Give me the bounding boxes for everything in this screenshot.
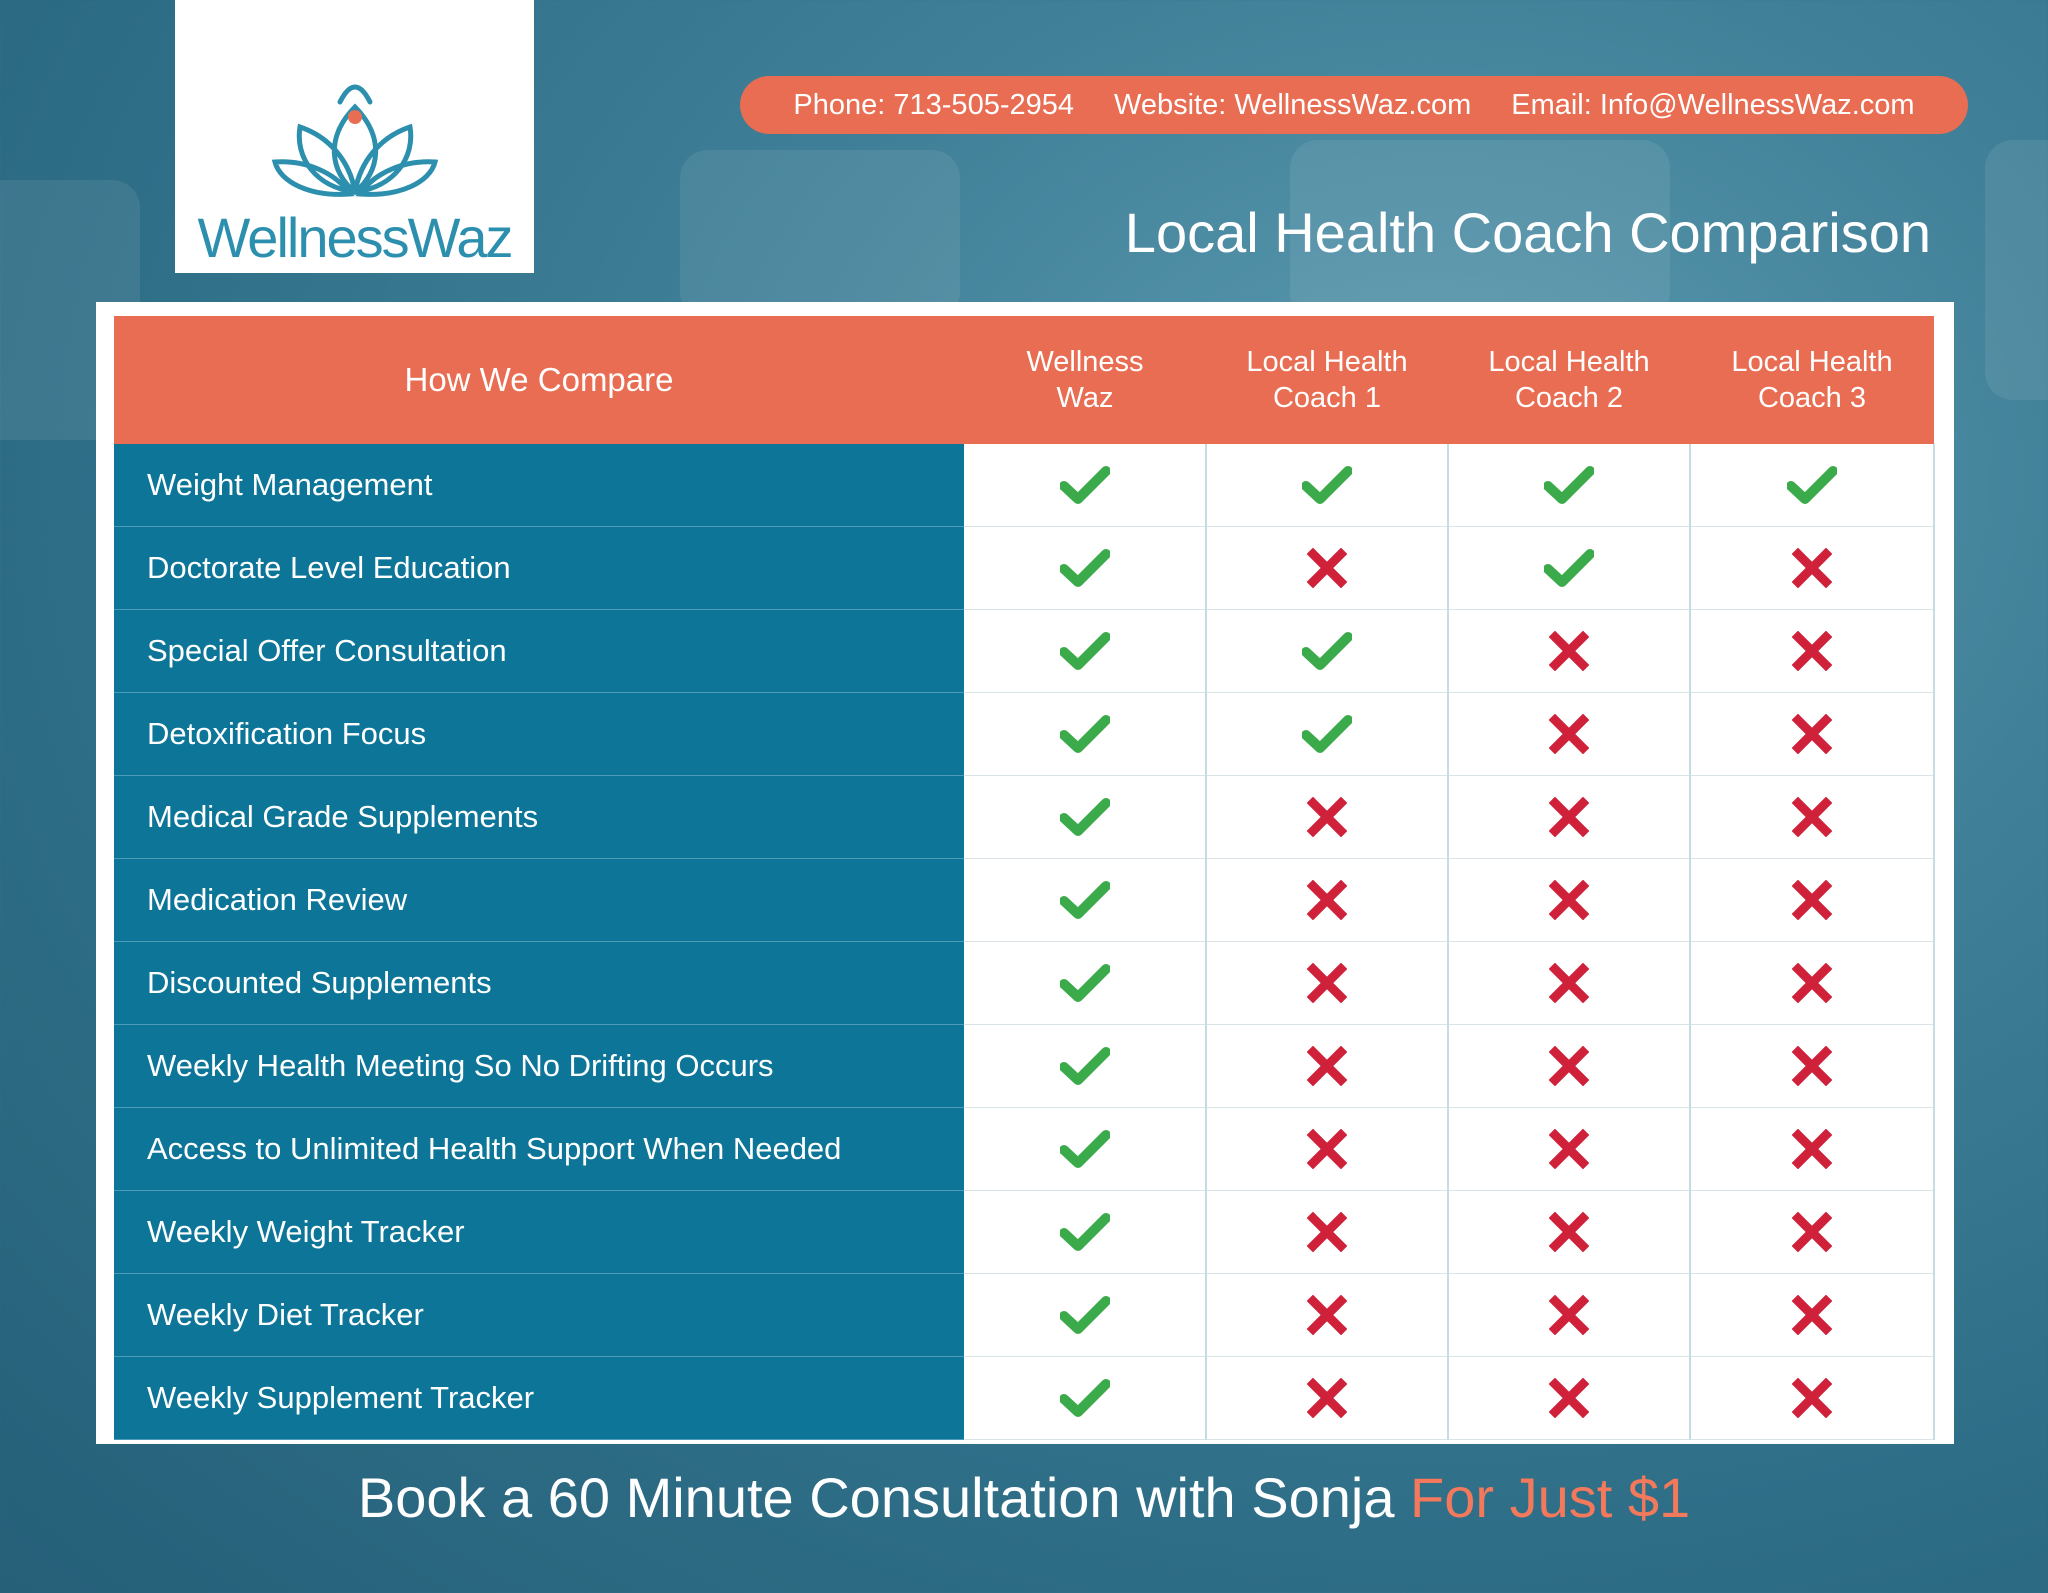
- mark-cell: [1448, 1274, 1690, 1357]
- cross-icon: [1549, 891, 1589, 908]
- mark-cell: [1206, 859, 1448, 942]
- cross-icon: [1549, 642, 1589, 659]
- mark-cell: [1690, 859, 1934, 942]
- mark-cell: [1206, 610, 1448, 693]
- mark-cell: [1690, 1274, 1934, 1357]
- mark-cell: [964, 444, 1206, 527]
- mark-cell: [964, 776, 1206, 859]
- checkmark-icon: [1787, 476, 1837, 493]
- footer-cta: [0, 1465, 2048, 1530]
- mark-cell: [1206, 1357, 1448, 1440]
- mark-cell: [1448, 693, 1690, 776]
- mark-cell: [1206, 942, 1448, 1025]
- table-row: [114, 1025, 1934, 1108]
- checkmark-icon: [1060, 1389, 1110, 1406]
- cross-icon: [1792, 808, 1832, 825]
- logo: [175, 0, 534, 273]
- checkmark-icon: [1060, 642, 1110, 659]
- checkmark-icon: [1060, 1223, 1110, 1240]
- cross-icon: [1792, 891, 1832, 908]
- feature-label: Medical Grade Supplements: [114, 776, 964, 859]
- lotus-icon: [270, 82, 440, 202]
- checkmark-icon: [1060, 476, 1110, 493]
- table-row: [114, 859, 1934, 942]
- cross-icon: [1307, 1389, 1347, 1406]
- checkmark-icon: [1060, 1057, 1110, 1074]
- email-text[interactable]: Email: Info@WellnessWaz.com: [1511, 88, 1915, 121]
- background-shape: [680, 150, 960, 320]
- cross-icon: [1549, 1140, 1589, 1157]
- mark-cell: [1448, 444, 1690, 527]
- cross-icon: [1549, 725, 1589, 742]
- cross-icon: [1549, 1306, 1589, 1323]
- feature-label: Weekly Diet Tracker: [114, 1274, 964, 1357]
- feature-label: Doctorate Level Education: [114, 527, 964, 610]
- mark-cell: [1448, 1025, 1690, 1108]
- mark-cell: [1690, 776, 1934, 859]
- comparison-table: [114, 316, 1935, 1440]
- header-column: Wellness Waz: [964, 316, 1206, 444]
- cross-icon: [1307, 559, 1347, 576]
- checkmark-icon: [1302, 725, 1352, 742]
- table-row: [114, 693, 1934, 776]
- mark-cell: [1448, 1357, 1690, 1440]
- mark-cell: [1448, 610, 1690, 693]
- cross-icon: [1549, 1389, 1589, 1406]
- cross-icon: [1549, 1057, 1589, 1074]
- mark-cell: [1448, 1191, 1690, 1274]
- page-title: Local Health Coach Comparison: [1124, 201, 1931, 264]
- brand-name: WellnessWaz: [197, 206, 512, 269]
- mark-cell: [964, 859, 1206, 942]
- mark-cell: [1448, 527, 1690, 610]
- mark-cell: [1690, 1025, 1934, 1108]
- header-column: Local Health Coach 1: [1206, 316, 1448, 444]
- feature-label: Special Offer Consultation: [114, 610, 964, 693]
- mark-cell: [964, 1191, 1206, 1274]
- website-text[interactable]: Website: WellnessWaz.com: [1114, 88, 1472, 121]
- table-body: [114, 444, 1934, 1440]
- cross-icon: [1307, 1223, 1347, 1240]
- mark-cell: [964, 1357, 1206, 1440]
- cross-icon: [1792, 1140, 1832, 1157]
- mark-cell: [1448, 859, 1690, 942]
- mark-cell: [1206, 1108, 1448, 1191]
- mark-cell: [1448, 776, 1690, 859]
- mark-cell: [964, 1108, 1206, 1191]
- feature-label: Access to Unlimited Health Support When Needed: [114, 1108, 964, 1191]
- background-shape: [1985, 140, 2048, 400]
- table-row: [114, 610, 1934, 693]
- mark-cell: [1690, 1108, 1934, 1191]
- checkmark-icon: [1544, 559, 1594, 576]
- header-column: Local Health Coach 3: [1690, 316, 1934, 444]
- mark-cell: [964, 610, 1206, 693]
- table-row: [114, 1357, 1934, 1440]
- cross-icon: [1549, 808, 1589, 825]
- mark-cell: [1206, 776, 1448, 859]
- cross-icon: [1792, 1389, 1832, 1406]
- mark-cell: [964, 1025, 1206, 1108]
- cross-icon: [1792, 974, 1832, 991]
- mark-cell: [964, 527, 1206, 610]
- cross-icon: [1792, 1306, 1832, 1323]
- table-row: [114, 776, 1934, 859]
- contact-bar: [740, 76, 1968, 134]
- table-row: [114, 1191, 1934, 1274]
- cross-icon: [1307, 1057, 1347, 1074]
- mark-cell: [1206, 1025, 1448, 1108]
- feature-label: Discounted Supplements: [114, 942, 964, 1025]
- feature-label: Weight Management: [114, 444, 964, 527]
- footer-text: Book a 60 Minute Consultation with Sonja: [357, 1466, 1411, 1529]
- mark-cell: [1690, 527, 1934, 610]
- mark-cell: [1690, 444, 1934, 527]
- mark-cell: [1206, 1191, 1448, 1274]
- cross-icon: [1307, 1306, 1347, 1323]
- table-row: [114, 1274, 1934, 1357]
- table-row: [114, 1108, 1934, 1191]
- cross-icon: [1792, 559, 1832, 576]
- cross-icon: [1307, 891, 1347, 908]
- mark-cell: [1690, 1191, 1934, 1274]
- mark-cell: [1690, 693, 1934, 776]
- checkmark-icon: [1060, 1306, 1110, 1323]
- mark-cell: [1448, 1108, 1690, 1191]
- cross-icon: [1307, 974, 1347, 991]
- cross-icon: [1792, 642, 1832, 659]
- mark-cell: [1690, 610, 1934, 693]
- feature-label: Detoxification Focus: [114, 693, 964, 776]
- feature-label: Weekly Weight Tracker: [114, 1191, 964, 1274]
- table-header-row: [114, 316, 1934, 444]
- footer-accent: For Just $1: [1410, 1466, 1691, 1529]
- cross-icon: [1307, 808, 1347, 825]
- cross-icon: [1792, 1223, 1832, 1240]
- cross-icon: [1549, 974, 1589, 991]
- mark-cell: [964, 942, 1206, 1025]
- checkmark-icon: [1060, 725, 1110, 742]
- checkmark-icon: [1302, 642, 1352, 659]
- checkmark-icon: [1060, 891, 1110, 908]
- mark-cell: [964, 1274, 1206, 1357]
- feature-label: Medication Review: [114, 859, 964, 942]
- checkmark-icon: [1060, 974, 1110, 991]
- checkmark-icon: [1060, 1140, 1110, 1157]
- mark-cell: [1206, 527, 1448, 610]
- checkmark-icon: [1544, 476, 1594, 493]
- header-column: Local Health Coach 2: [1448, 316, 1690, 444]
- checkmark-icon: [1060, 559, 1110, 576]
- header-feature: How We Compare: [114, 316, 964, 444]
- cross-icon: [1792, 725, 1832, 742]
- checkmark-icon: [1302, 476, 1352, 493]
- table-row: [114, 942, 1934, 1025]
- feature-label: Weekly Health Meeting So No Drifting Occurs: [114, 1025, 964, 1108]
- comparison-card: [96, 302, 1954, 1444]
- mark-cell: [1690, 1357, 1934, 1440]
- mark-cell: [1206, 444, 1448, 527]
- mark-cell: [1206, 693, 1448, 776]
- table-row: [114, 527, 1934, 610]
- feature-label: Weekly Supplement Tracker: [114, 1357, 964, 1440]
- mark-cell: [1206, 1274, 1448, 1357]
- checkmark-icon: [1060, 808, 1110, 825]
- cross-icon: [1307, 1140, 1347, 1157]
- table-row: [114, 444, 1934, 527]
- phone-text[interactable]: Phone: 713-505-2954: [793, 88, 1074, 121]
- mark-cell: [1690, 942, 1934, 1025]
- cross-icon: [1549, 1223, 1589, 1240]
- cross-icon: [1792, 1057, 1832, 1074]
- mark-cell: [964, 693, 1206, 776]
- mark-cell: [1448, 942, 1690, 1025]
